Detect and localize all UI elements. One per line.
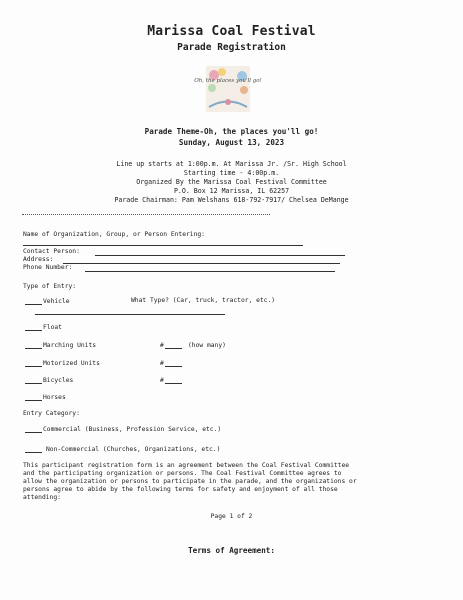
lineup-info: Line up starts at 1:00p.m. At Marissa Jr. /Sr. High School (116, 160, 347, 168)
horses-checkbox-line[interactable] (25, 400, 42, 401)
marching-checkbox-line[interactable] (25, 348, 42, 349)
address-field[interactable] (63, 263, 340, 264)
motorized-count-field[interactable] (165, 366, 182, 367)
horses-label: Horses (43, 394, 66, 401)
commercial-label: Commercial (Business, Profession Service, etc.) (43, 426, 222, 433)
parade-theme: Parade Theme-Oh, the places you'll go! (144, 127, 319, 136)
page-number: Page 1 of 2 (210, 513, 253, 520)
agreement-line-4: persons agree to abide by the following terms for safety and enjoyment of all those (23, 486, 338, 493)
separator-dotted-line (22, 214, 270, 215)
type-of-entry-label: Type of Entry: (23, 283, 77, 290)
contact-field[interactable] (95, 255, 345, 256)
document-title: Marissa Coal Festival (147, 24, 316, 39)
phone-field[interactable] (85, 271, 335, 272)
what-type-label: What Type? (Car, truck, tractor, etc.) (131, 297, 276, 304)
marching-hash: # (160, 342, 164, 349)
address-label: Address: (23, 256, 54, 263)
start-time: Starting time - 4:00p.m. (183, 169, 280, 177)
logo-text: Oh, the places you'll go! (194, 78, 262, 84)
theme-logo-image (194, 66, 262, 112)
float-checkbox-line[interactable] (25, 330, 42, 331)
vehicle-label: Vehicle (43, 298, 70, 305)
agreement-line-3: allow the organization or persons to participate in the parade, and the organizations or (23, 478, 357, 485)
noncommercial-label: Non-Commercial (Churches, Organizations, etc.) (46, 446, 221, 453)
how-many-label: (how many) (188, 342, 226, 349)
document-subtitle: Parade Registration (177, 42, 286, 53)
org-name-field[interactable] (23, 245, 303, 246)
mailing-address: P.O. Box 12 Marissa, IL 62257 (173, 187, 290, 195)
organizer: Organized By the Marissa Coal Festival Committee (136, 178, 327, 186)
bicycles-label: Bicycles (43, 377, 74, 384)
bicycles-count-field[interactable] (165, 383, 182, 384)
terms-heading: Terms of Agreement: (188, 546, 275, 555)
parade-date: Sunday, August 13, 2023 (178, 138, 285, 147)
agreement-line-5: attending: (23, 494, 61, 501)
motorized-label: Motorized Units (43, 360, 100, 367)
motorized-checkbox-line[interactable] (25, 366, 42, 367)
motorized-hash: # (160, 360, 164, 367)
noncommercial-checkbox-line[interactable] (25, 452, 42, 453)
vehicle-type-field[interactable] (35, 314, 225, 315)
marching-label: Marching Units (43, 342, 97, 349)
contact-label: Contact Person: (23, 248, 80, 255)
phone-label: Phone Number: (23, 264, 73, 271)
marching-count-field[interactable] (165, 348, 182, 349)
vehicle-checkbox-line[interactable] (25, 304, 42, 305)
bicycles-hash: # (160, 377, 164, 384)
parade-chairmen: Parade Chairman: Pam Welshans 618-792-7917/ Chelsea DeMange (114, 196, 349, 204)
org-name-label: Name of Organization, Group, or Person Entering: (23, 231, 205, 238)
float-label: Float (43, 324, 62, 331)
agreement-line-2: and the participating organization or persons. The Coal Festival Committee agrees to (23, 470, 342, 477)
commercial-checkbox-line[interactable] (25, 432, 42, 433)
entry-category-label: Entry Category: (23, 410, 80, 417)
agreement-line-1: This participant registration form is an agreement between the Coal Festival Committee (23, 462, 350, 469)
bicycles-checkbox-line[interactable] (25, 383, 42, 384)
